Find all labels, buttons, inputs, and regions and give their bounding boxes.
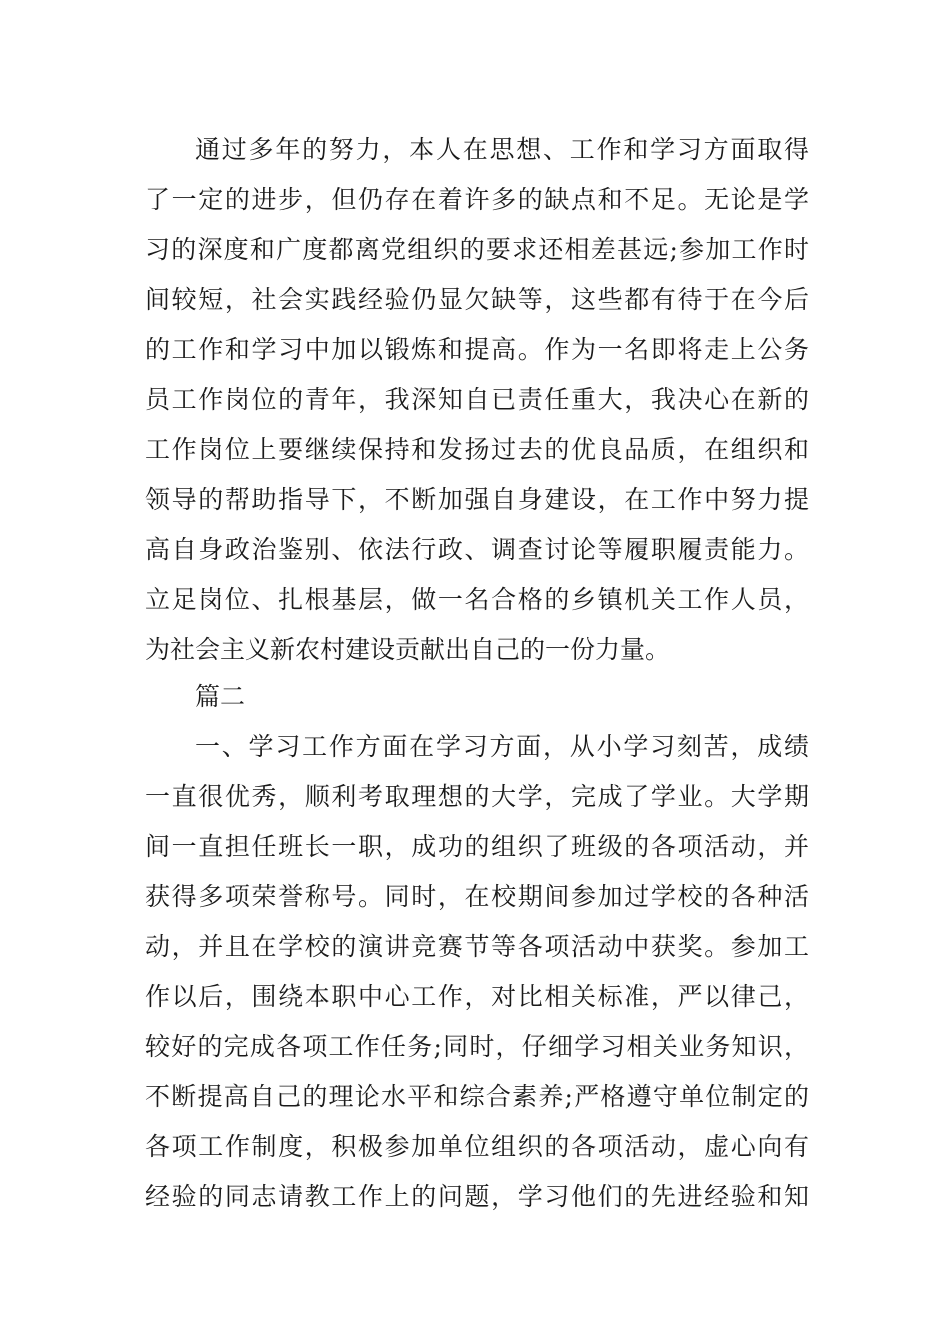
paragraph-line: 一、学习工作方面在学习方面，从小学习刻苦，成绩: [195, 732, 809, 761]
paragraph-line: 员工作岗位的青年，我深知自已责任重大，我决心在新的: [145, 385, 809, 414]
paragraph-line: 高自身政治鉴别、依法行政、调查讨论等履职履责能力。: [145, 535, 809, 564]
paragraph-line: 获得多项荣誉称号。同时，在校期间参加过学校的各种活: [145, 882, 809, 911]
paragraph-1: [145, 125, 809, 675]
paragraph-line: 经验的同志请教工作上的问题，学习他们的先进经验和知: [145, 1182, 809, 1211]
paragraph-line: 一直很优秀，顺利考取理想的大学，完成了学业。大学期: [145, 782, 809, 811]
section-2: [145, 672, 809, 1222]
paragraph-line: 间一直担任班长一职，成功的组织了班级的各项活动，并: [145, 832, 809, 861]
paragraph-line: 较好的完成各项工作任务;同时，仔细学习相关业务知识，: [145, 1032, 809, 1061]
paragraph-line: 作以后，围绕本职中心工作，对比相关标准，严以律己，: [145, 982, 809, 1011]
paragraph-line: 习的深度和广度都离党组织的要求还相差甚远;参加工作时: [145, 235, 809, 264]
paragraph-line: 通过多年的努力，本人在思想、工作和学习方面取得: [195, 135, 809, 164]
paragraph-line: 动，并且在学校的演讲竞赛节等各项活动中获奖。参加工: [145, 932, 809, 961]
section-heading: 篇二: [195, 682, 246, 711]
paragraph-line: 不断提高自己的理论水平和综合素养;严格遵守单位制定的: [145, 1082, 809, 1111]
paragraph-line: 间较短，社会实践经验仍显欠缺等，这些都有待于在今后: [145, 285, 809, 314]
paragraph-line: 立足岗位、扎根基层，做一名合格的乡镇机关工作人员，: [145, 585, 809, 614]
paragraph-line: 的工作和学习中加以锻炼和提高。作为一名即将走上公务: [145, 335, 809, 364]
paragraph-line: 工作岗位上要继续保持和发扬过去的优良品质，在组织和: [145, 435, 809, 464]
paragraph-line: 为社会主义新农村建设贡献出自己的一份力量。: [145, 635, 671, 664]
paragraph-line: 了一定的进步，但仍存在着许多的缺点和不足。无论是学: [145, 185, 809, 214]
paragraph-line: 领导的帮助指导下，不断加强自身建设，在工作中努力提: [145, 485, 809, 514]
paragraph-line: 各项工作制度，积极参加单位组织的各项活动，虚心向有: [145, 1132, 809, 1161]
